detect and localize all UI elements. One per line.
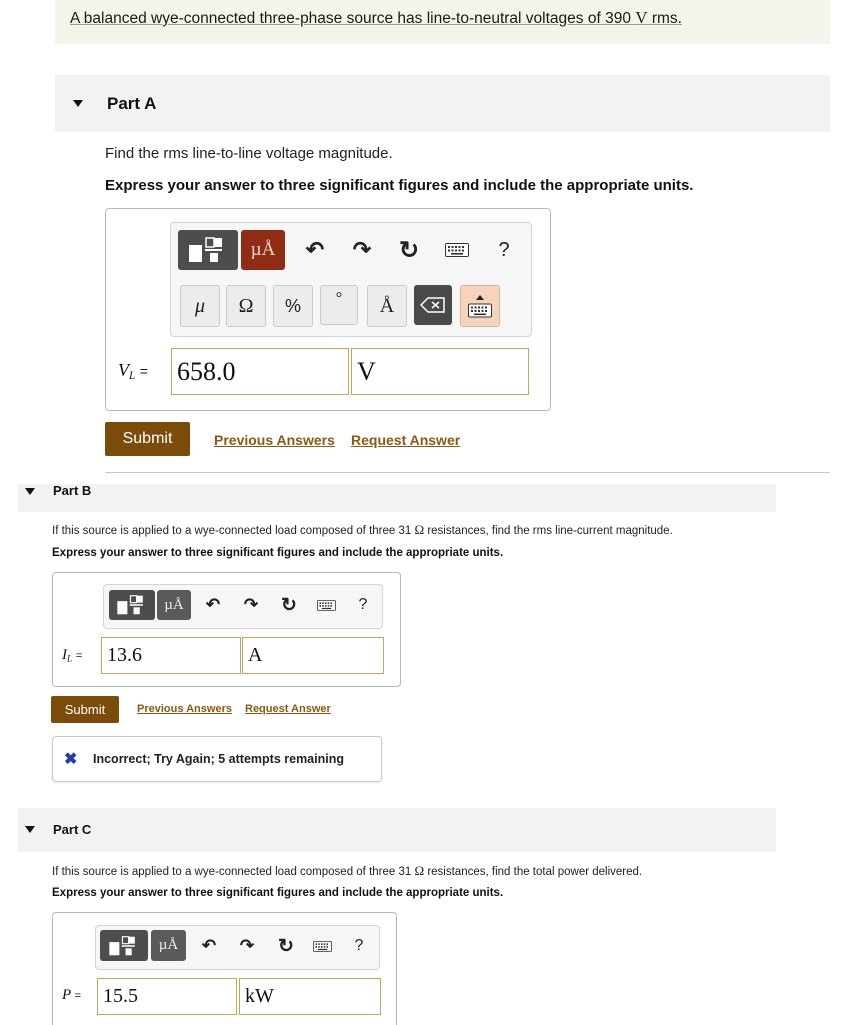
templates-button[interactable]	[178, 230, 238, 270]
part-b-previous-answers-link[interactable]: Previous Answers	[137, 703, 232, 715]
problem-statement	[70, 8, 682, 28]
templates-icon	[107, 934, 141, 958]
show-keyboard-button[interactable]	[460, 285, 500, 327]
part-c-title: Part C	[53, 822, 92, 837]
backspace-icon	[420, 297, 446, 313]
reset-icon[interactable]: ↻	[398, 236, 420, 264]
mu-button[interactable]: μ	[180, 285, 220, 327]
redo-icon[interactable]: ↷	[243, 595, 259, 614]
templates-icon	[115, 593, 149, 617]
collapse-caret-icon[interactable]	[25, 826, 35, 833]
undo-icon[interactable]: ↶	[205, 595, 221, 614]
collapse-caret-icon[interactable]	[73, 100, 83, 107]
keyboard-toggle-icon	[468, 293, 492, 319]
incorrect-x-icon: ✖	[64, 751, 78, 768]
part-a-instruction: Express your answer to three significant figures and include the appropriate units.	[105, 177, 694, 194]
percent-button[interactable]: %	[273, 285, 313, 327]
part-a-value-input[interactable]: 658.0	[171, 348, 349, 395]
units-button[interactable]: µÅ	[157, 590, 191, 620]
part-a-header[interactable]	[55, 75, 830, 132]
part-a-submit-button[interactable]: Submit	[105, 422, 190, 456]
collapse-caret-icon[interactable]	[25, 488, 35, 495]
part-c-header[interactable]	[18, 808, 776, 852]
problem-text-end: rms.	[647, 10, 682, 27]
units-button[interactable]: µÅ	[151, 930, 186, 961]
templates-button[interactable]	[109, 590, 155, 620]
problem-text: A balanced wye-connected three-phase source has line-to-neutral voltages of 390	[70, 10, 636, 27]
redo-icon[interactable]: ↷	[239, 936, 255, 955]
part-a-previous-answers-link[interactable]: Previous Answers	[214, 432, 335, 448]
part-b-header[interactable]	[18, 484, 776, 512]
part-b-question: If this source is applied to a wye-connected load composed of three 31 Ω resistances, find the rms line-current magnitude.	[52, 522, 673, 537]
part-c-instruction: Express your answer to three significant figures and include the appropriate units.	[52, 887, 504, 899]
part-b-feedback-text: Incorrect; Try Again; 5 attempts remaining	[93, 752, 344, 766]
part-divider	[105, 472, 830, 473]
part-b-title: Part B	[53, 483, 92, 498]
help-button[interactable]: ?	[498, 238, 510, 261]
degree-button[interactable]: °	[320, 285, 358, 325]
part-b-submit-button[interactable]: Submit	[51, 696, 119, 723]
help-button[interactable]: ?	[354, 937, 364, 954]
units-button[interactable]: µÅ	[241, 230, 285, 270]
part-c-value-input[interactable]: 15.5	[97, 978, 237, 1015]
part-b-variable-label: $I_L$ =	[62, 647, 83, 665]
delete-button[interactable]	[414, 285, 452, 325]
part-b-request-answer-link[interactable]: Request Answer	[245, 703, 331, 715]
part-a-unit-input[interactable]: V	[351, 348, 529, 395]
keyboard-icon[interactable]	[316, 599, 336, 612]
part-a-title: Part A	[107, 94, 157, 113]
problem-unit: V	[635, 8, 648, 27]
part-a-request-answer-link[interactable]: Request Answer	[351, 432, 461, 448]
part-b-value-input[interactable]: 13.6	[101, 637, 241, 674]
ohm-button[interactable]: Ω	[226, 285, 266, 327]
keyboard-icon[interactable]	[444, 242, 470, 258]
part-b-instruction: Express your answer to three significant figures and include the appropriate units.	[52, 547, 504, 559]
undo-icon[interactable]: ↶	[305, 237, 325, 262]
undo-icon[interactable]: ↶	[201, 936, 217, 955]
reset-icon[interactable]: ↻	[278, 935, 294, 957]
part-a-variable-label: $V_L$ =	[118, 360, 148, 382]
angstrom-button[interactable]: Å	[367, 285, 407, 327]
part-a-question: Find the rms line-to-line voltage magnitude.	[105, 145, 393, 162]
redo-icon[interactable]: ↷	[352, 237, 372, 262]
templates-icon	[186, 235, 230, 265]
keyboard-icon[interactable]	[312, 940, 332, 953]
part-b-unit-input[interactable]: A	[242, 637, 384, 674]
reset-icon[interactable]: ↻	[281, 594, 297, 616]
part-c-variable-label: P =	[62, 987, 82, 1003]
part-c-unit-input[interactable]: kW	[239, 978, 381, 1015]
part-c-question: If this source is applied to a wye-connected load composed of three 31 Ω resistances, find the total power delivered.	[52, 863, 643, 878]
help-button[interactable]: ?	[358, 596, 368, 613]
templates-button[interactable]	[100, 930, 148, 961]
